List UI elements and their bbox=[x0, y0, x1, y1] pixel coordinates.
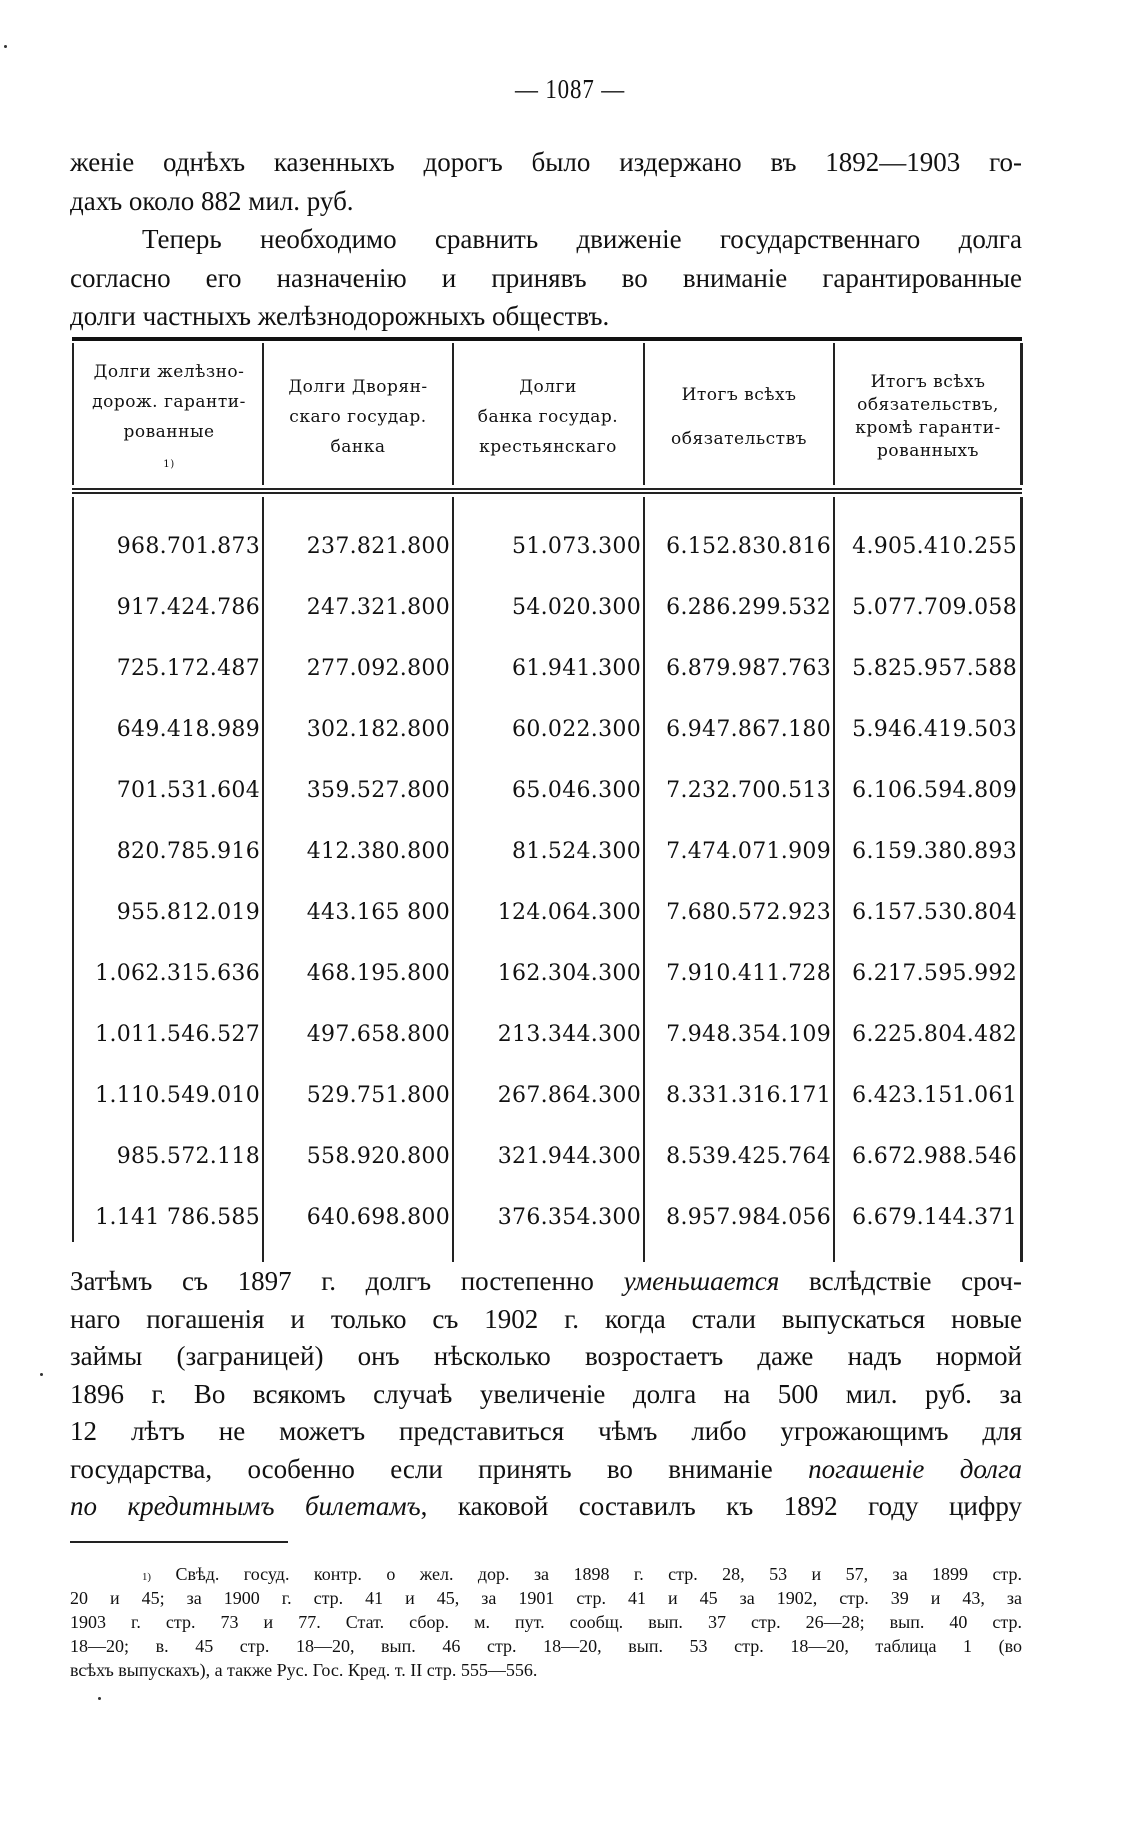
table-cell: 7.680.572.923 bbox=[666, 900, 831, 925]
table-cell: 6.679.144.371 bbox=[852, 1205, 1017, 1230]
table-cell: 558.920.800 bbox=[306, 1144, 450, 1169]
table-cell: 6.106.594.809 bbox=[852, 778, 1017, 803]
table-cell: 267.864.300 bbox=[497, 1083, 641, 1108]
column-divider bbox=[72, 343, 74, 485]
text-line bbox=[70, 1376, 1022, 1414]
table-cell: 7.910.411.728 bbox=[666, 961, 831, 986]
footnote-line: $^{1)}$ Свѣд. госуд. контр. о жел. дор. за 1898 г. стр. 28, 53 и 57, за 1899 стр. bbox=[142, 1564, 1023, 1584]
table-top-rule bbox=[72, 337, 1022, 341]
table-cell: 725.172.487 bbox=[116, 656, 260, 681]
table-cell: 4.905.410.255 bbox=[852, 534, 1017, 559]
column-divider bbox=[833, 343, 835, 485]
table-cell: 6.159.380.893 bbox=[852, 839, 1017, 864]
column-divider bbox=[833, 497, 835, 1262]
emphasis-text: погашеніе долга bbox=[808, 1453, 1022, 1484]
body-paragraph bbox=[70, 1263, 1022, 1526]
table-cell: 81.524.300 bbox=[512, 839, 641, 864]
table-cell: 968.701.873 bbox=[116, 534, 260, 559]
table-cell: 6.286.299.532 bbox=[666, 595, 831, 620]
emphasis-text: уменьшается bbox=[623, 1266, 780, 1296]
table-cell: 1.110.549.010 bbox=[95, 1083, 260, 1108]
table-cell: 6.157.530.804 bbox=[852, 900, 1017, 925]
table-cell: 8.957.984.056 bbox=[666, 1205, 831, 1230]
table-cell: 443.165 800 bbox=[306, 900, 450, 925]
table-cell: 1.062.315.636 bbox=[95, 961, 260, 986]
column-divider bbox=[643, 343, 645, 485]
table-cell: 247.321.800 bbox=[306, 595, 450, 620]
table-cell: 162.304.300 bbox=[497, 961, 641, 986]
scan-speck bbox=[4, 45, 7, 48]
table-cell: 54.020.300 bbox=[512, 595, 641, 620]
column-divider bbox=[452, 343, 454, 485]
table-cell: 65.046.300 bbox=[512, 778, 641, 803]
table-cell: 917.424.786 bbox=[116, 595, 260, 620]
text-run: вслѣдствіе сроч- bbox=[779, 1266, 1022, 1296]
table-cell: 51.073.300 bbox=[512, 534, 641, 559]
table-cell: 1.011.546.527 bbox=[95, 1022, 260, 1047]
text-run: наго погашенія и только съ 1902 г. когда стали выпускаться новые bbox=[70, 1303, 1022, 1334]
column-divider bbox=[1020, 343, 1023, 485]
table-cell: 124.064.300 bbox=[497, 900, 641, 925]
text-line bbox=[70, 1488, 1022, 1526]
table-cell: 5.077.709.058 bbox=[852, 595, 1017, 620]
text-line: согласно его назначенію и принявъ во вниманіе гарантированные bbox=[70, 262, 1022, 293]
intro-paragraph bbox=[70, 143, 1022, 336]
emphasis-text: по кредитнымъ билетамъ bbox=[70, 1491, 421, 1521]
column-divider bbox=[262, 497, 264, 1262]
table-cell: 8.331.316.171 bbox=[666, 1083, 831, 1108]
table-cell: 6.672.988.546 bbox=[852, 1144, 1017, 1169]
text-run: государства, особенно если принять во вниманіе bbox=[70, 1453, 809, 1484]
text-line bbox=[70, 1301, 1022, 1339]
table-cell: 6.947.867.180 bbox=[666, 717, 831, 742]
table-cell: 1.141 786.585 bbox=[95, 1205, 260, 1230]
table-cell: 955.812.019 bbox=[116, 900, 260, 925]
table-cell: 5.825.957.588 bbox=[852, 656, 1017, 681]
table-cell: 7.232.700.513 bbox=[666, 778, 831, 803]
table-cell: 237.821.800 bbox=[306, 534, 450, 559]
column-divider bbox=[262, 343, 264, 485]
text-run: займы (заграницей) онъ нѣсколько возростаетъ даже надъ нормой bbox=[70, 1341, 1022, 1371]
table-cell: 7.474.071.909 bbox=[666, 839, 831, 864]
text-run: 1896 г. Во всякомъ случаѣ увеличеніе долга на 500 мил. руб. за bbox=[70, 1378, 1022, 1409]
text-line bbox=[70, 1338, 1022, 1376]
table-cell: 277.092.800 bbox=[306, 656, 450, 681]
text-line bbox=[70, 1263, 1022, 1301]
table-cell: 302.182.800 bbox=[306, 717, 450, 742]
table-cell: 7.948.354.109 bbox=[666, 1022, 831, 1047]
column-divider bbox=[643, 497, 645, 1262]
table-cell: 985.572.118 bbox=[116, 1144, 260, 1169]
table-cell: 61.941.300 bbox=[512, 656, 641, 681]
header-nobility-bank-debts: Долги Дворян- скаго государ. банка bbox=[288, 377, 428, 457]
table-cell: 8.539.425.764 bbox=[666, 1144, 831, 1169]
header-peasant-bank-debts: Долги банка государ. крестьянскаго bbox=[477, 377, 619, 457]
text-line: Теперь необходимо сравнить движеніе государственнаго долга bbox=[142, 224, 1022, 254]
header-rule bbox=[72, 488, 1022, 490]
table-cell: 376.354.300 bbox=[497, 1205, 641, 1230]
table-cell: 359.527.800 bbox=[306, 778, 450, 803]
table-cell: 468.195.800 bbox=[306, 961, 450, 986]
scan-speck bbox=[98, 1697, 101, 1700]
debt-table bbox=[72, 337, 1022, 1262]
scan-speck bbox=[40, 1373, 43, 1376]
table-cell: 6.152.830.816 bbox=[666, 534, 831, 559]
text-line: дахъ около 882 мил. руб. bbox=[70, 185, 354, 216]
header-total-excluding-guaranteed: Итогъ всѣхъ обязательствъ, кромѣ гаранти- рованныхъ bbox=[855, 372, 1001, 461]
text-run: 12 лѣтъ не можетъ представиться чѣмъ либо угрожающимъ для bbox=[70, 1416, 1022, 1446]
header-guaranteed-railway-debts: Долги желѣзно- дорож. гаранти- рованные $^{1)}$ bbox=[92, 362, 246, 470]
table-cell: 497.658.800 bbox=[306, 1022, 450, 1047]
text-run: , каковой составилъ къ 1892 году цифру bbox=[420, 1491, 1022, 1521]
footnote-line: 1903 г. стр. 73 и 77. Стат. сбор. м. пут. сообщ. вып. 37 стр. 26—28; вып. 40 стр. bbox=[70, 1612, 1022, 1632]
footnote-line: 18—20; в. 45 стр. 18—20, вып. 46 стр. 18—20, вып. 53 стр. 18—20, таблица 1 (во bbox=[70, 1636, 1022, 1656]
table-cell: 5.946.419.503 bbox=[852, 717, 1017, 742]
table-cell: 60.022.300 bbox=[512, 717, 641, 742]
column-divider bbox=[72, 497, 74, 1242]
footnote-line: 20 и 45; за 1900 г. стр. 41 и 45, за 1901 стр. 41 и 45 за 1902, стр. 39 и 43, за bbox=[70, 1588, 1022, 1608]
table-cell: 649.418.989 bbox=[116, 717, 260, 742]
table-cell: 213.344.300 bbox=[497, 1022, 641, 1047]
table-cell: 6.879.987.763 bbox=[666, 656, 831, 681]
text-run: Затѣмъ съ 1897 г. долгъ постепенно bbox=[70, 1266, 624, 1296]
text-line bbox=[70, 1413, 1022, 1451]
text-line: женіе однѣхъ казенныхъ дорогъ было издержано въ 1892—1903 го- bbox=[70, 147, 1022, 177]
footnote-separator bbox=[70, 1541, 288, 1543]
footnote-line: всѣхъ выпускахъ), а также Рус. Гос. Кред. т. II стр. 555—556. bbox=[70, 1660, 538, 1680]
footnote bbox=[70, 1562, 1022, 1682]
footnote-mark[interactable]: 1) bbox=[163, 459, 175, 470]
text-line bbox=[70, 1451, 1022, 1489]
text-line: долги частныхъ желѣзнодорожныхъ обществъ. bbox=[70, 301, 610, 331]
page-number: — 1087 — bbox=[514, 74, 626, 104]
table-cell: 529.751.800 bbox=[306, 1083, 450, 1108]
header-total-obligations: Итогъ всѣхъ обязательствъ bbox=[671, 385, 807, 449]
table-cell: 701.531.604 bbox=[116, 778, 260, 803]
table-cell: 820.785.916 bbox=[116, 839, 260, 864]
footnote-mark: 1) bbox=[142, 1571, 151, 1583]
table-cell: 6.423.151.061 bbox=[852, 1083, 1017, 1108]
table-cell: 412.380.800 bbox=[306, 839, 450, 864]
table-cell: 321.944.300 bbox=[497, 1144, 641, 1169]
column-divider bbox=[452, 497, 454, 1262]
table-cell: 6.225.804.482 bbox=[852, 1022, 1017, 1047]
header-rule bbox=[72, 492, 1022, 494]
table-cell: 6.217.595.992 bbox=[852, 961, 1017, 986]
table-cell: 640.698.800 bbox=[306, 1205, 450, 1230]
column-divider bbox=[1020, 497, 1023, 1262]
